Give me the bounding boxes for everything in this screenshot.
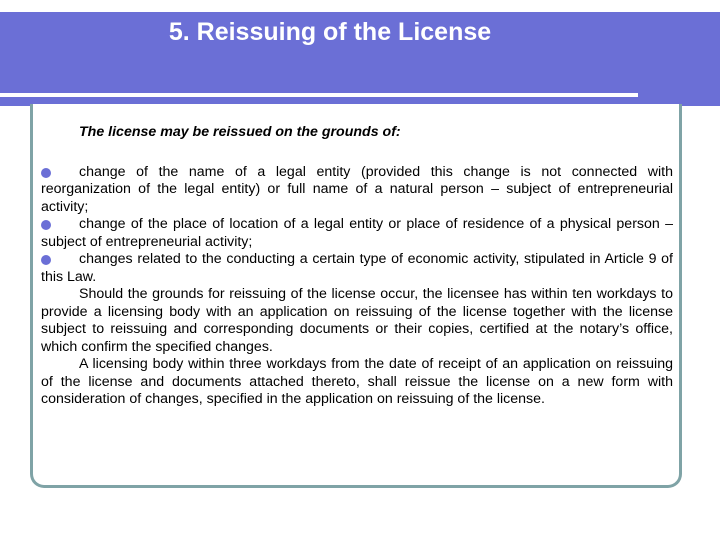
bullet-text: change of the name of a legal entity (provided this change is not connected with reorganization of the legal entity) or full name of a natural person – subject of entrepreneurial activity; — [41, 163, 673, 215]
slide-body — [41, 124, 673, 409]
bullet-item — [41, 216, 673, 251]
bullet-text: changes related to the conducting a certain type of economic activity, stipulated in Article 9 of this Law. — [41, 251, 673, 285]
bullet-dot-icon — [41, 168, 51, 178]
header-divider — [0, 93, 638, 97]
bullet-item — [41, 164, 673, 217]
paragraph: A licensing body within three workdays from the date of receipt of an application on reissuing of the license and documents attached thereto, shall reissue the license on a new form with consideration of changes, specified in the application on reissuing of the license. — [41, 356, 673, 407]
bullet-dot-icon — [41, 255, 51, 265]
slide-title: 5. Reissuing of the License — [168, 18, 492, 46]
bullet-dot-icon — [41, 220, 51, 230]
bullet-text: change of the place of location of a legal entity or place of residence of a physical person – subject of entrepreneurial activity; — [41, 216, 673, 250]
paragraph: Should the grounds for reissuing of the license occur, the licensee has within ten workdays to provide a licensing body with an application on reissuing of the license together with the license subject to reissuing and corresponding documents or their copies, certified at the notary’s office, which confirm the specified changes. — [41, 286, 673, 355]
intro-text: The license may be reissued on the grounds of: — [79, 124, 401, 140]
bullet-item — [41, 251, 673, 286]
